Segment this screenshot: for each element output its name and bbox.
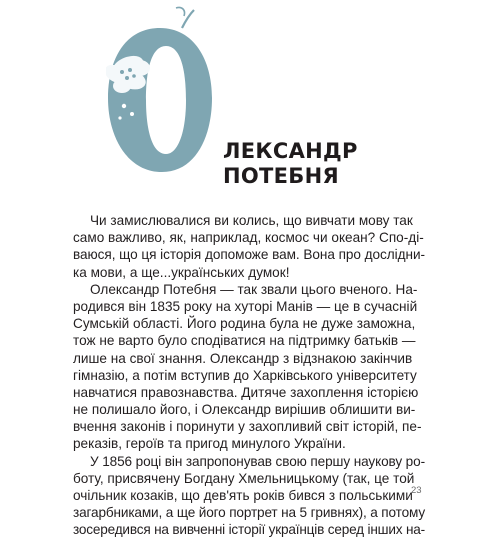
text-line: ваюся, що ця історія допоможе вам. Вона про дослідни- (73, 247, 425, 263)
text-line: боту, присвячену Богдану Хмельницькому (так, це той (73, 470, 415, 486)
text-line: вчення законів і поринути у захопливий світ історій, пе- (73, 419, 422, 435)
text-line: тож не варто було сподіватися на підтримку батьків — (73, 333, 416, 349)
initial-o-shape (108, 28, 212, 172)
text-line: само важливо, як, наприклад, космос чи океан? Спо-ді- (73, 230, 424, 246)
text-line: Сумській області. Його родина була не дуже заможна, (73, 316, 416, 332)
title-line-2: ПОТЕБНЯ (223, 164, 339, 188)
text-line: Чи замислювалися ви колись, що вивчати мову так (90, 213, 413, 228)
text-line: гімназію, а потім вступив до Харківського університету (73, 367, 417, 383)
article-body (73, 212, 425, 539)
text-line: родився він 1835 року на хуторі Манів — це в сучасній (73, 298, 418, 314)
paragraph (73, 281, 425, 453)
title-line-1: ЛЕКСАНДР (223, 139, 358, 163)
page-number: 23 (411, 485, 422, 496)
text-line: навчатися правознавства. Дитяче захоплення історією (73, 384, 419, 400)
page-title (223, 139, 358, 189)
text-line: загарбниками, а ще його портрет на 5 гривнях), а потому (73, 505, 425, 521)
text-line: очільник козаків, що дев'ять років бився з польськими (73, 488, 413, 503)
text-line: ка мови, а ще...українських думок! (73, 264, 290, 280)
text-line: Олександр Потебня — так звали цього вченого. На- (90, 281, 418, 297)
text-line: лише на свої знання. Олександр з відзнакою закінчив (73, 350, 413, 366)
text-line: У 1856 році він запропонував свою першу наукову ро- (90, 453, 425, 469)
paragraph (73, 453, 425, 539)
text-line: зосередився на вивченні історії українців серед інших на- (73, 522, 425, 538)
paragraph (73, 212, 425, 281)
decorative-initial-letter (106, 6, 214, 174)
text-line: реказів, героїв та пригод минулого України. (73, 436, 346, 452)
text-line: не полишало його, і Олександр вирішив облишити ви- (73, 402, 416, 418)
